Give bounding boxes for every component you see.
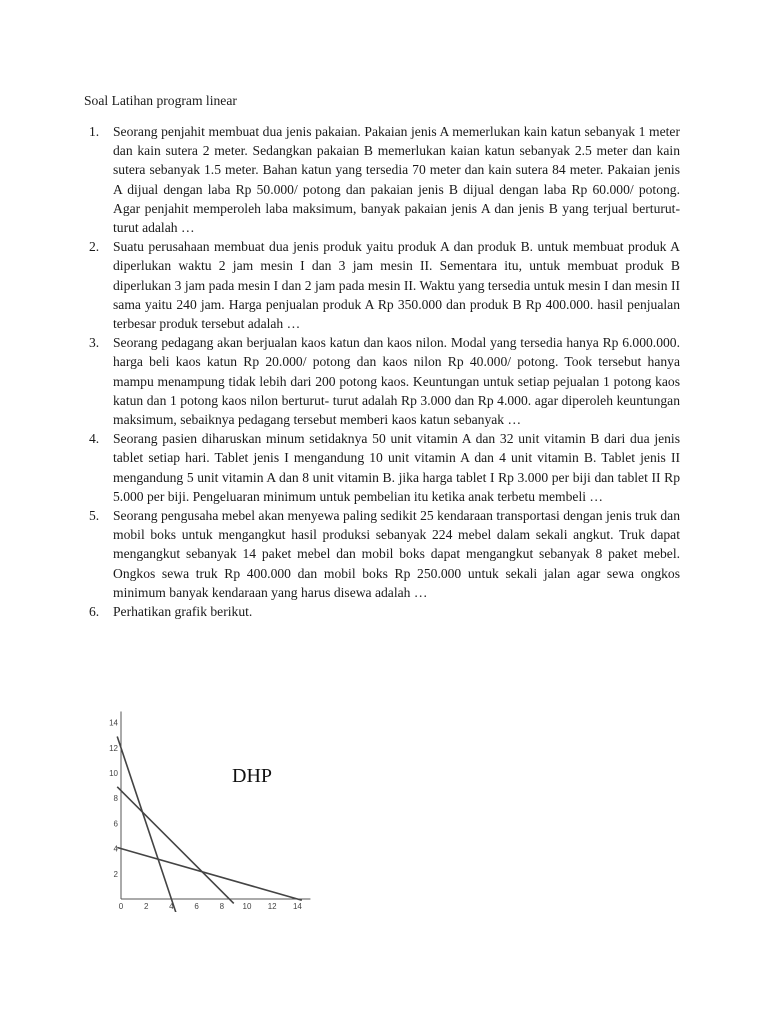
x-tick-label: 2 [143, 902, 149, 911]
question-text: Seorang pasien diharuskan minum setidaknya 50 unit vitamin A dan 32 unit vitamin B dari dua jenis tablet setiap hari. Tablet jenis I mengandung 10 unit vitamin A dan 4 unit vitamin B. Tablet jenis II mengandung 5 unit vitamin A dan 8 unit vitamin B. jika harga tablet I Rp 3.000 per biji dan tablet II Rp 5.000 per biji. Pengeluaran minimum untuk pembelian itu ketika anak terbetu membeli … [113, 431, 680, 504]
y-tick-label: 4 [113, 844, 118, 854]
question-number: 4. [89, 431, 100, 447]
question-text: Seorang penjahit membuat dua jenis pakaian. Pakaian jenis A memerlukan kain katun sebanyak 1 meter dan kain sutera 2 meter. Sedangkan pakaian B memerlukan kaian katun sebanyak 2.5 meter dan kain sutera sebanyak 1.5 meter. Bahan katun yang tersedia 70 meter dan kain sutera 84 meter. Pakaian jenis A dijual dengan laba Rp 50.000/ potong dan pakaian jenis B dijual dengan laba Rp 60.000/ potong. Agar penjahit memperoleh laba maksimum, banyak pakaian jenis A dan jenis B yang terjual berturut- turut adalah … [113, 124, 680, 236]
question-list [84, 122, 680, 621]
x-tick-label: 8 [219, 902, 225, 911]
graph-svg [108, 672, 492, 912]
x-tick-label: 6 [194, 902, 199, 911]
question-item [84, 333, 680, 429]
x-tick-label: 12 [267, 902, 277, 911]
question-item [84, 429, 680, 506]
linear-program-graph [108, 672, 492, 912]
constraint-line [117, 848, 302, 901]
question-number: 1. [89, 124, 100, 139]
y-tick-label: 2 [113, 869, 118, 879]
y-tick-label: 6 [113, 819, 118, 829]
document-title: Soal Latihan program linear [84, 93, 237, 108]
feasible-region-label: DHP [232, 765, 273, 787]
constraint-line [117, 787, 234, 904]
question-item [84, 506, 680, 602]
question-item [84, 122, 680, 237]
question-text: Suatu perusahaan membuat dua jenis produk yaitu produk A dan produk B. untuk membuat produk A diperlukan waktu 2 jam mesin I dan 3 jam mesin II. Sementara itu, untuk membuat produk B diperlukan 3 jam pada mesin I dan 2 jam pada mesin II. Waktu yang tersedia untuk mesin I dan mesin II sama yaitu 240 jam. Harga penjualan produk A Rp 350.000 dan produk B Rp 400.000. hasil penjualan terbesar produk tersebut adalah … [113, 239, 680, 332]
y-tick-label: 12 [109, 743, 118, 753]
question-number: 2. [89, 239, 100, 255]
y-tick-label: 8 [113, 794, 118, 804]
y-tick-label: 10 [109, 769, 118, 778]
x-tick-label: 14 [292, 902, 302, 911]
constraint-line [117, 736, 176, 912]
question-item [84, 602, 680, 621]
question-text: Seorang pengusaha mebel akan menyewa paling sedikit 25 kendaraan transportasi dengan jenis truk dan mobil boks untuk mengangkut hasil produksi sebanyak 224 mebel dalam sekali angkut. Truk dapat mengangkut sebanyak 14 paket mebel dan mobil boks dapat mengangkut sebanyak 8 paket mebel. Ongkos sewa truk Rp 400.000 dan mobil boks Rp 250.000 untuk sekali jalan agar sewa ongkos minimum banyak kendaraan yang harus disewa adalah … [113, 508, 680, 600]
question-text: Seorang pedagang akan berjualan kaos katun dan kaos nilon. Modal yang tersedia hanya Rp 6.000.000. harga beli kaos katun Rp 20.000/ potong dan kaos nilon Rp 40.000/ potong. Took tersebut hanya mampu menampung tidak lebih dari 200 potong kaos. Keuntungan untuk setiap pejualan 1 potong kaos katun dan 1 potong kaos nilon berturut- turut adalah Rp 3.000 dan Rp 4.000. agar diperoleh keuntungan maksimum, sebaiknya pedagang tersebut memberi kaos katun sebanyak … [113, 335, 680, 428]
question-number: 5. [89, 508, 100, 524]
x-tick-label: 4 [169, 902, 174, 911]
question-number: 6. [89, 604, 100, 620]
question-item [84, 237, 680, 333]
question-number: 3. [89, 335, 100, 351]
x-tick-label: 10 [242, 902, 252, 911]
x-tick-label: 0 [118, 902, 124, 911]
y-tick-label: 14 [109, 718, 118, 728]
question-text: Perhatikan grafik berikut. [113, 604, 253, 620]
